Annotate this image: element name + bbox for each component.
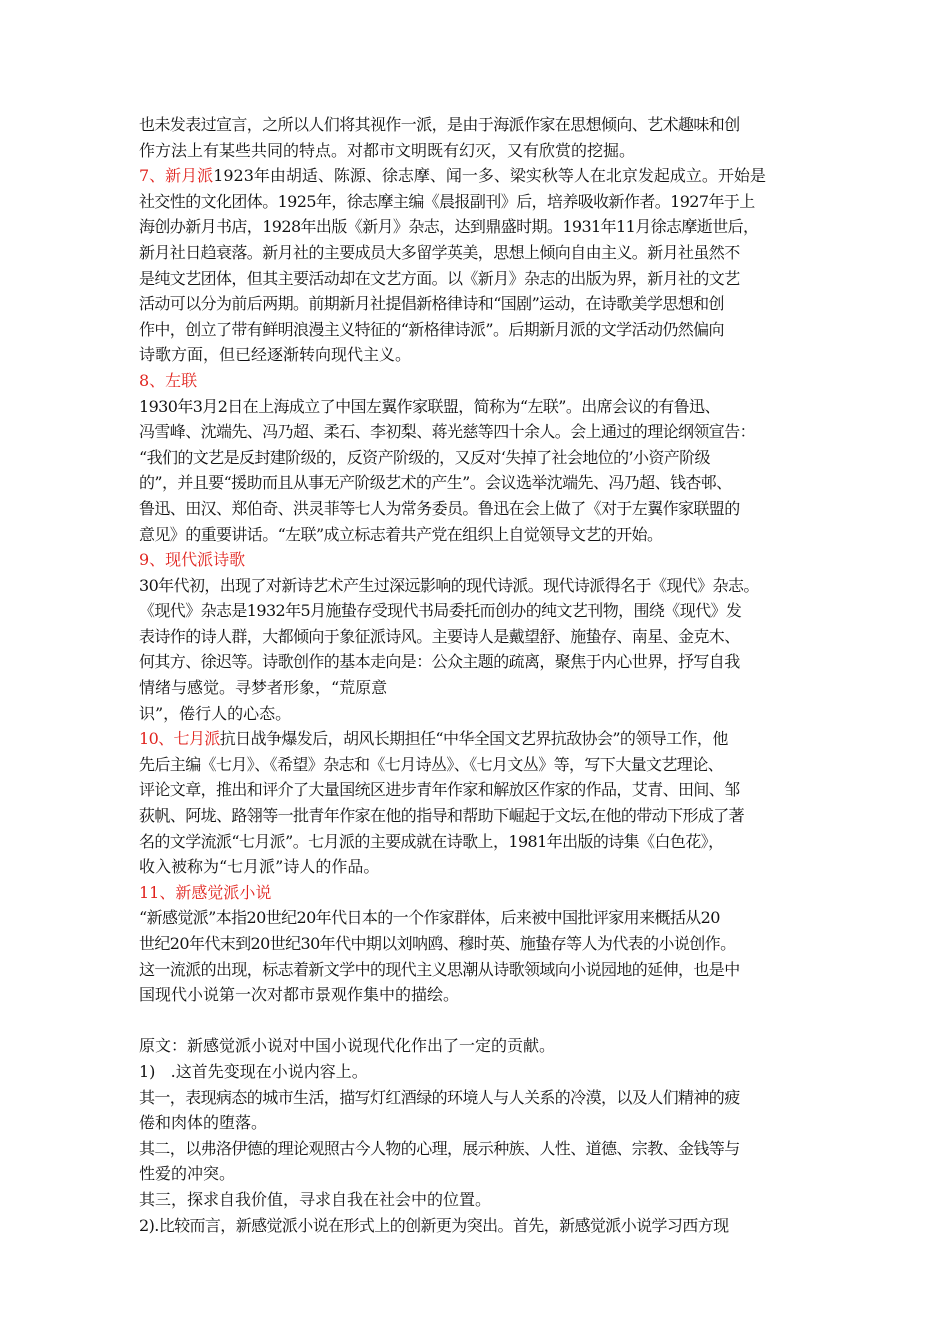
paragraph-gap [139,1008,823,1034]
paragraph-line: 社交性的文化团体。1925年，徐志摩主编《晨报副刊》后，培养吸收新作者。1927年于上 [139,191,755,211]
paragraph-line: 的”，并且要“援助而且从事无产阶级艺术的产生”。会议选举沈端先、冯乃超、钱杏邨、 [139,473,732,493]
paragraph-line: 作方法上有某些共同的特点。对都市文明既有幻灭，又有欣赏的挖掘。 [139,140,636,160]
paragraph-line: 30年代初，出现了对新诗艺术产生过深远影响的现代诗派。现代诗派得名于《现代》杂志。 [139,575,759,595]
paragraph-line: 1930年3月2日在上海成立了中国左翼作家联盟，简称为“左联”。出席会议的有鲁迅、 [139,396,720,416]
paragraph-line: 评论文章，推出和评介了大量国统区进步青年作家和解放区作家的作品，艾青、田间、邹 [139,780,740,800]
paragraph-line: 这一流派的出现，标志着新文学中的现代主义思潮从诗歌领域向小说园地的延伸，也是中 [139,959,740,979]
paragraph-line: 也未发表过宣言，之所以人们将其视作一派，是由于海派作家在思想倾向、艺术趣味和创 [139,115,740,134]
paragraph-line: 《现代》杂志是1932年5月施蛰存受现代书局委托而创办的纯文艺刊物，围绕《现代》发 [139,601,742,621]
paragraph-line: 何其方、徐迟等。诗歌创作的基本走向是：公众主题的疏离，聚焦于内心世界，抒写自我 [139,652,740,672]
paragraph-line: 意见》的重要讲话。“左联”成立标志着共产党在组织上自觉领导文艺的开始。 [139,524,663,544]
paragraph-line: 名的文学流派“七月派”。七月派的主要成就在诗歌上，1981年出版的诗集《白色花》， [139,831,724,851]
section-heading-zuolian: 8、左联 [139,370,198,390]
paragraph-line: 是纯文艺团体，但其主要活动却在文艺方面。以《新月》杂志的出版为界，新月社的文艺 [139,268,740,288]
paragraph-line: 识”，倦行人的心态。 [139,703,292,723]
document-page [139,112,823,1238]
section-heading-modern-poetry: 9、现代派诗歌 [139,550,246,570]
paragraph-line: 新月社日趋衰落。新月社的主要成员大多留学英美，思想上倾向自由主义。新月社虽然不 [139,242,740,262]
paragraph-line: 其三，探求自我价值，寻求自我在社会中的位置。 [139,1189,492,1209]
paragraph-line: 其二，以弗洛伊德的理论观照古今人物的心理，展示种族、人性、道德、宗教、金钱等与 [139,1138,740,1158]
paragraph-line: 情绪与感觉。寻梦者形象，“荒原意 [139,678,388,698]
paragraph-line: 海创办新月书店，1928年出版《新月》杂志，达到鼎盛时期。1931年11月徐志摩逝世后， [139,217,759,237]
paragraph-line: 倦和肉体的堕落。 [139,1113,268,1133]
paragraph-line: 鲁迅、田汉、郑伯奇、洪灵菲等七人为常务委员。鲁迅在会上做了《对于左翼作家联盟的 [139,498,740,518]
paragraph-line: 冯雪峰、沈端先、冯乃超、柔石、李初梨、蒋光慈等四十余人。会上通过的理论纲领宣告： [139,422,756,442]
paragraph-line: 性爱的冲突。 [139,1164,236,1184]
paragraph-line: 表诗作的诗人群，大都倾向于象征派诗风。主要诗人是戴望舒、施蛰存、南星、金克木、 [139,626,740,646]
section-10-line [139,726,823,752]
paragraph-line: 先后主编《七月》、《希望》杂志和《七月诗丛》、《七月文丛》等，写下大量文艺理论、 [139,754,724,774]
paragraph-line: 其一，表现病态的城市生活，描写灯红酒绿的环境人与人关系的冷漠，以及人们精神的疲 [139,1087,740,1107]
section-7-line [139,163,823,189]
section-heading-qiyue: 10、七月派 [139,729,220,749]
paragraph-line: 荻帆、阿垅、路翎等一批青年作家在他的指导和帮助下崛起于文坛,在他的带动下形成了著 [139,806,745,826]
paragraph-line: “我们的文艺是反封建阶级的，反资产阶级的，又反对‘失掉了社会地位的’小资产阶级 [139,447,710,467]
section-heading-xinyue: 7、新月派 [139,166,214,186]
paragraph-line: 作中，创立了带有鲜明浪漫主义特征的“新格律诗派”。后期新月派的文学活动仍然偏向 [139,319,724,339]
paragraph-text: 抗日战争爆发后，胡风长期担任“中华全国文艺界抗敌协会”的领导工作，他 [219,729,728,749]
paragraph-line: 收入被称为“七月派”诗人的作品。 [139,857,380,877]
paragraph-line: 世纪20年代末到20世纪30年代中期以刘呐鸥、穆时英、施蛰存等人为代表的小说创作。 [139,934,736,953]
list-item: 1) .这首先变现在小说内容上。 [139,1061,368,1081]
section-heading-new-sensation: 11、新感觉派小说 [139,882,272,902]
paragraph-line: 国现代小说第一次对都市景观作集中的描绘。 [139,985,460,1005]
paragraph-line: 原文：新感觉派小说对中国小说现代化作出了一定的贡献。 [139,1036,556,1056]
paragraph-line: “新感觉派”本指20世纪20年代日本的一个作家群体，后来被中国批评家用来概括从20 [139,908,720,928]
paragraph-text: 1923年由胡适、陈源、徐志摩、闻一多、梁实秋等人在北京发起成立。开始是 [213,166,766,186]
paragraph-line: 诗歌方面，但已经逐渐转向现代主义。 [139,345,412,365]
list-item: 2).比较而言，新感觉派小说在形式上的创新更为突出。首先，新感觉派小说学习西方现 [139,1215,729,1235]
paragraph-line: 活动可以分为前后两期。前期新月社提倡新格律诗和“国剧”运动，在诗歌美学思想和创 [139,294,724,314]
